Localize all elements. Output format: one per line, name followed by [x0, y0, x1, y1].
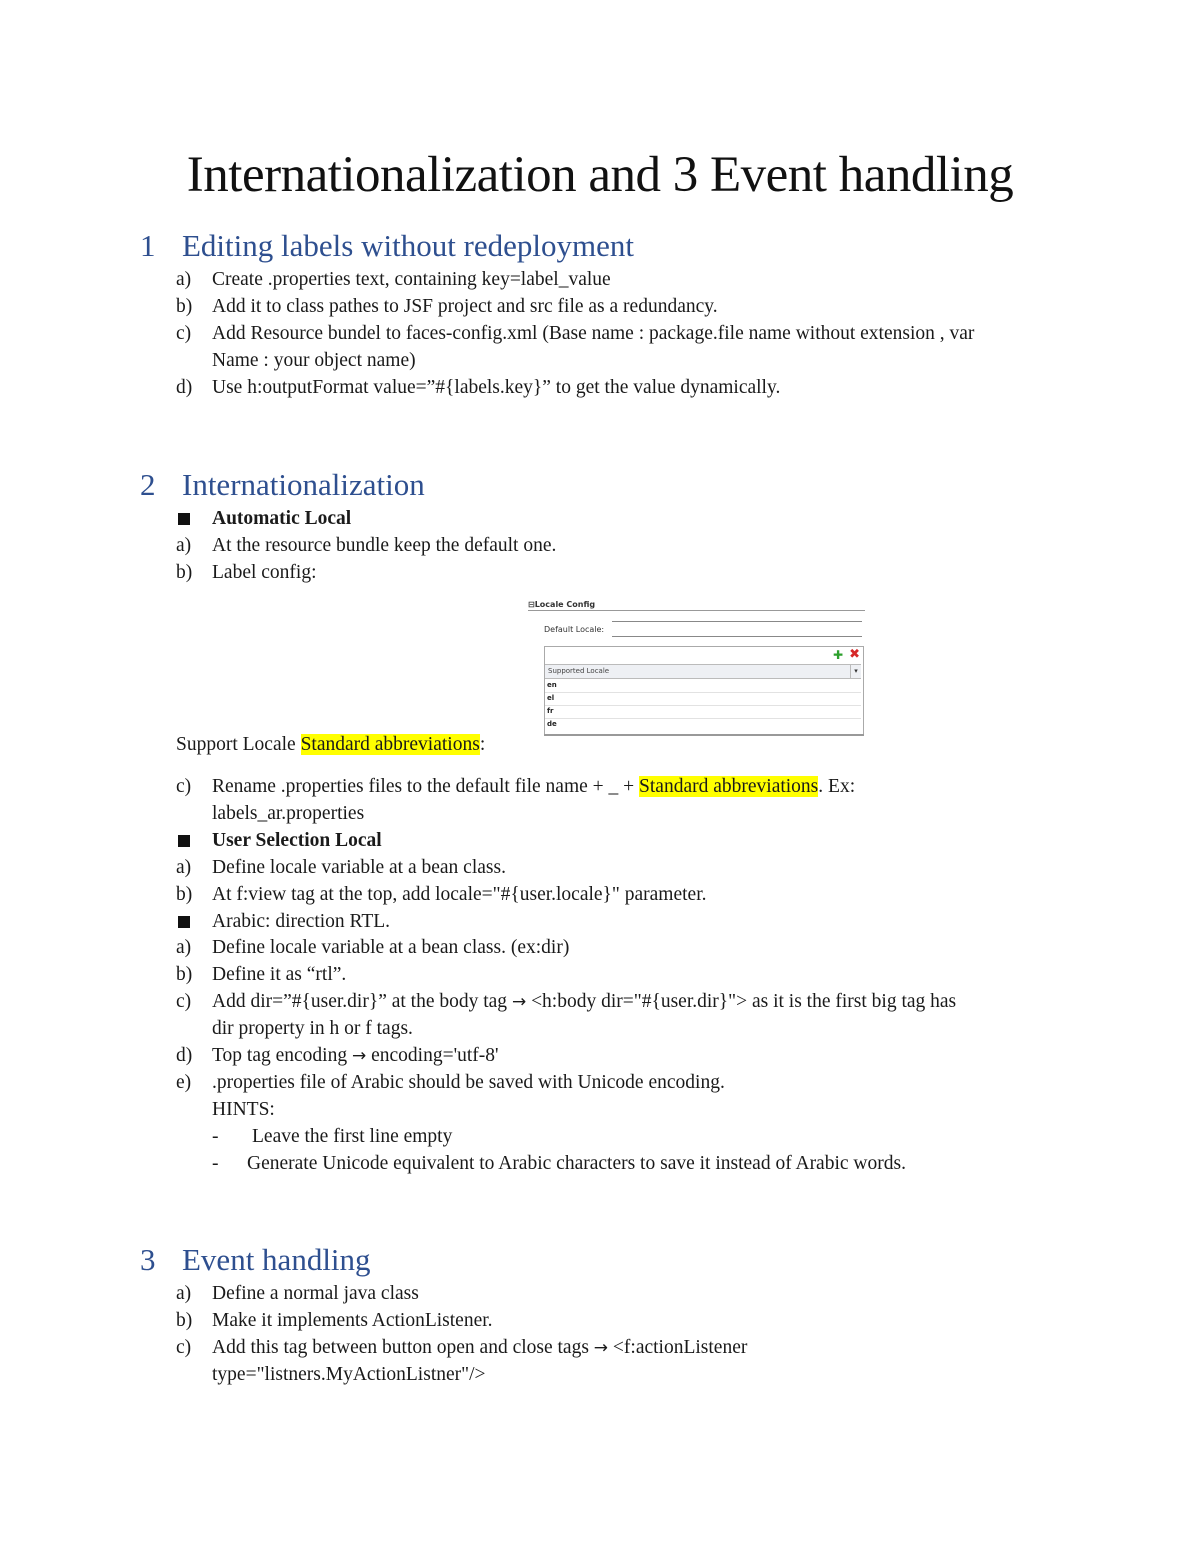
- bullet-text: Automatic Local: [212, 508, 352, 529]
- rename-suffix: . Ex:: [818, 776, 856, 797]
- support-locale-suffix: :: [479, 734, 486, 755]
- list-text: At the resource bundle keep the default one.: [212, 535, 557, 556]
- section-number: 3: [140, 1242, 156, 1277]
- item-suffix: encoding='utf-8': [366, 1045, 499, 1066]
- square-bullet-icon: [178, 513, 190, 525]
- highlighted-text: Standard abbreviations: [300, 734, 480, 755]
- list-text: [212, 1334, 747, 1362]
- list-text: [212, 988, 956, 1016]
- list-text: Add it to class pathes to JSF project and src file as a redundancy.: [212, 296, 718, 317]
- list-text: Make it implements ActionListener.: [212, 1310, 493, 1331]
- section-title: Internationalization: [182, 467, 425, 502]
- list-text: .properties file of Arabic should be saved with Unicode encoding.: [212, 1072, 725, 1093]
- list-text: Define it as “rtl”.: [212, 964, 347, 985]
- locale-row: de: [547, 720, 557, 728]
- hint-text: Leave the first line empty: [252, 1126, 453, 1147]
- document-title: Internationalization and 3 Event handling: [186, 147, 1014, 203]
- locale-config-header: [528, 600, 595, 609]
- list-marker: a): [176, 937, 192, 958]
- list-marker: a): [176, 269, 192, 290]
- list-marker: b): [176, 562, 193, 583]
- list-marker: c): [176, 776, 192, 797]
- list-marker: d): [176, 377, 193, 398]
- section-title: Event handling: [182, 1242, 371, 1277]
- supported-locale-table: [544, 646, 864, 736]
- item-prefix: Top tag encoding: [212, 1045, 352, 1066]
- section-number: 2: [140, 467, 156, 502]
- list-marker: e): [176, 1072, 192, 1093]
- list-text: [212, 1042, 499, 1070]
- list-text: [212, 773, 855, 800]
- square-bullet-icon: [178, 835, 190, 847]
- divider: [544, 734, 864, 736]
- list-marker: b): [176, 296, 193, 317]
- rename-prefix: Rename .properties files to the default file name + _ +: [212, 776, 640, 797]
- hint-item: [212, 1150, 906, 1177]
- locale-row: el: [547, 694, 555, 702]
- support-locale-text: Support Locale: [176, 734, 301, 755]
- bullet-text: Arabic: direction RTL.: [212, 911, 391, 932]
- hint-dash: -: [212, 1126, 219, 1147]
- list-marker: a): [176, 535, 192, 556]
- list-text: Label config:: [212, 562, 317, 583]
- list-text: type="listners.MyActionListner"/>: [212, 1364, 486, 1385]
- list-text: Define locale variable at a bean class. (ex:dir): [212, 937, 570, 958]
- list-marker: c): [176, 991, 192, 1012]
- hints-label: HINTS:: [212, 1099, 275, 1120]
- arrow-right-icon: →: [511, 992, 527, 1012]
- list-marker: a): [176, 857, 192, 878]
- list-text: dir property in h or f tags.: [212, 1018, 413, 1039]
- hint-text: Generate Unicode equivalent to Arabic characters to save it instead of Arabic words.: [247, 1153, 906, 1174]
- item-prefix: Add this tag between button open and close tags: [212, 1337, 594, 1358]
- list-text: At f:view tag at the top, add locale="#{user.locale}" parameter.: [212, 884, 707, 905]
- list-text: Define locale variable at a bean class.: [212, 857, 506, 878]
- list-text: labels_ar.properties: [212, 803, 365, 824]
- locale-row: fr: [547, 707, 554, 715]
- divider: [528, 610, 865, 611]
- bullet-text: User Selection Local: [212, 830, 382, 851]
- row-divider: [545, 705, 861, 706]
- list-marker: b): [176, 964, 193, 985]
- locale-config-title: Locale Config: [534, 600, 596, 609]
- list-text: Define a normal java class: [212, 1283, 419, 1304]
- hint-dash: -: [212, 1153, 219, 1174]
- item-suffix: <f:actionListener: [608, 1337, 748, 1358]
- collapse-icon: ⊟: [528, 600, 535, 609]
- section-1-heading: [140, 226, 634, 266]
- list-text: Use h:outputFormat value=”#{labels.key}” to get the value dynamically.: [212, 377, 781, 398]
- chevron-down-icon: ▾: [850, 665, 861, 678]
- default-locale-label: Default Locale:: [544, 625, 605, 634]
- section-3-heading: [140, 1240, 371, 1280]
- locale-config-screenshot: [528, 598, 866, 740]
- list-marker: c): [176, 1337, 192, 1358]
- row-divider: [545, 692, 861, 693]
- list-marker: a): [176, 1283, 192, 1304]
- add-icon: ✚: [832, 648, 843, 662]
- list-marker: d): [176, 1045, 193, 1066]
- support-locale-line: [176, 731, 485, 758]
- column-header: [545, 664, 861, 679]
- item-suffix: <h:body dir="#{user.dir}"> as it is the first big tag has: [526, 991, 957, 1012]
- arrow-right-icon: →: [593, 1338, 609, 1358]
- column-label: Supported Locale: [548, 667, 610, 675]
- list-marker: c): [176, 323, 192, 344]
- section-title: Editing labels without redeployment: [182, 228, 634, 263]
- section-2-heading: [140, 465, 425, 505]
- hint-item: [212, 1123, 453, 1150]
- list-text: Name : your object name): [212, 350, 416, 371]
- arrow-right-icon: →: [351, 1046, 367, 1066]
- locale-row: en: [547, 681, 557, 689]
- section-number: 1: [140, 228, 156, 263]
- list-text: Create .properties text, containing key=label_value: [212, 269, 611, 290]
- delete-icon: ✖: [849, 647, 860, 662]
- list-marker: b): [176, 1310, 193, 1331]
- list-text: Add Resource bundel to faces-config.xml (Base name : package.file name without extension , var: [212, 323, 975, 344]
- row-divider: [545, 718, 861, 719]
- default-locale-field: [612, 621, 862, 637]
- list-marker: b): [176, 884, 193, 905]
- highlighted-text: Standard abbreviations: [639, 776, 819, 797]
- item-prefix: Add dir=”#{user.dir}” at the body tag: [212, 991, 512, 1012]
- square-bullet-icon: [178, 916, 190, 928]
